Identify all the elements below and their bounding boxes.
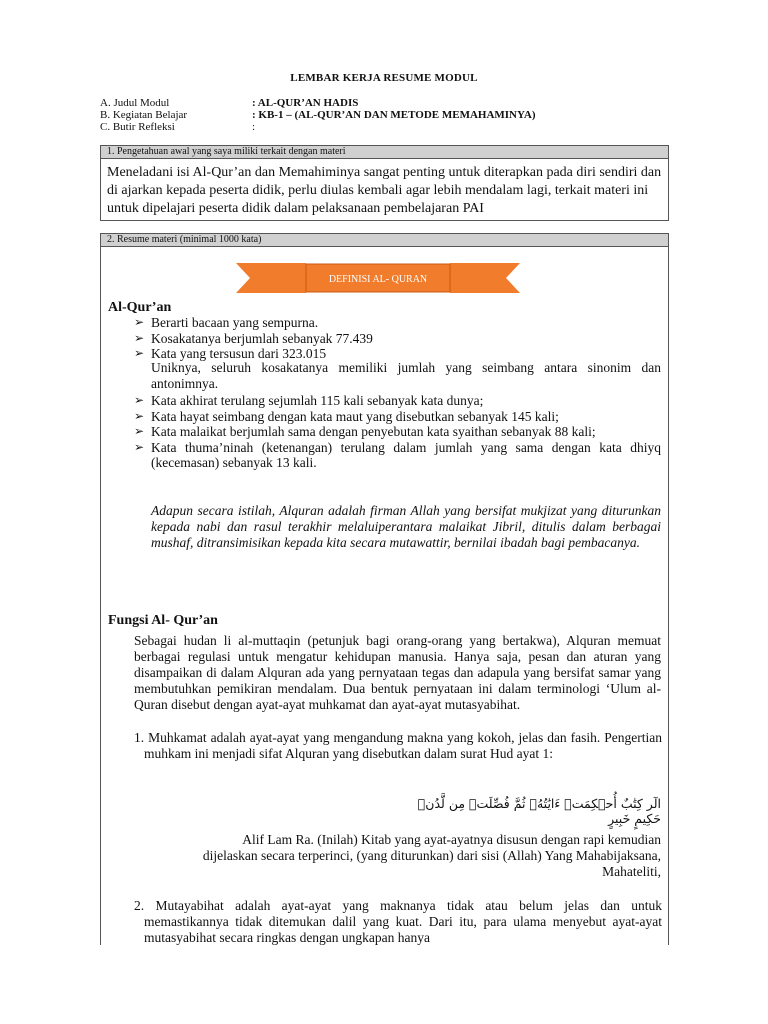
list-word-balance — [134, 393, 661, 471]
list-item — [134, 409, 661, 425]
arrow-bullet-icon: ➢ — [134, 315, 145, 329]
section-header: 1. Pengetahuan awal yang saya miliki terkait dengan materi — [101, 146, 668, 159]
section-header: 2. Resume materi (minimal 1000 kata) — [101, 234, 668, 247]
list-item-text: Kata yang tersusun dari 323.015 — [151, 346, 327, 361]
list-item-text: Kosakatanya berjumlah sebanyak 77.439 — [151, 330, 373, 346]
list-item-text: Berarti bacaan yang sempurna. — [151, 315, 319, 330]
definition-paragraph: Adapun secara istilah, Alquran adalah firman Allah yang bersifat mukjizat yang diturunkan kepada nabi dan rasul terakhir melaluiperantara malaikat Jibril, ditulis dalam berbagai mushaf, ditransimisikan kepada kita secara mutawattir, bernilai ibadah bagi pembacanya. — [151, 503, 661, 550]
meta-key: C. Butir Refleksi — [100, 121, 175, 133]
list-item-text: Kata thuma’ninah (ketenangan) terulang dalam jumlah yang sama dengan kata dhiyq (kecemasan) sebanyak 13 kali. — [151, 439, 661, 470]
meta-key: A. Judul Modul — [100, 97, 170, 109]
meta-key: B. Kegiatan Belajar — [100, 109, 188, 121]
verse-translation: Alif Lam Ra. (Inilah) Kitab yang ayat-ayatnya disusun dengan rapi kemudian dijelaskan secara terperinci, (yang diturunkan) dari sisi (Allah) Yang Mahabijaksana, Mahateliti, — [202, 832, 661, 879]
heading-fungsi-al-quran: Fungsi Al- Qur’an — [108, 613, 218, 628]
point-muhkamat: 1. Muhkamat adalah ayat-ayat yang mengandung makna yang kokoh, jelas dan fasih. Pengertian muhkam ini menjadi sifat Alquran yang disebutkan dalam surat Hud ayat 1: — [134, 730, 662, 761]
list-al-quran-facts — [134, 315, 661, 362]
list-item — [134, 331, 661, 347]
list-item-text: Kata malaikat berjumlah sama dengan penyebutan kata syaithan sebanyak 88 kali; — [151, 424, 596, 439]
list-item — [134, 440, 661, 471]
heading-al-quran: Al-Qur’an — [108, 300, 172, 315]
arrow-bullet-icon: ➢ — [134, 330, 145, 345]
list-item-text: Kata akhirat terulang sejumlah 115 kali sebanyak kata dunya; — [151, 393, 484, 408]
list-item — [134, 393, 661, 409]
banner-ribbon-right — [450, 263, 520, 293]
arrow-bullet-icon: ➢ — [134, 424, 145, 438]
arrow-bullet-icon: ➢ — [134, 346, 145, 360]
banner-definisi — [236, 263, 520, 293]
section-pengetahuan-awal — [100, 145, 669, 221]
arrow-bullet-icon: ➢ — [134, 408, 145, 423]
meta-value: : KB-1 – (AL-QUR’AN DAN METODE MEMAHAMINYA) — [252, 109, 536, 121]
meta-value: : AL-QUR’AN HADIS — [252, 97, 359, 109]
list-item — [134, 424, 661, 440]
fungsi-paragraph: Sebagai hudan li al-muttaqin (petunjuk bagi orang-orang yang bertakwa), Alquran memuat berbagai regulasi untuk mengatur kehidupan manusia. Hanya saja, pesan dan aturan yang disampaikan di dalam Alquran ada yang pernyataan tegas dan adapula yang bersifat samar yang membutuhkan pemikiran mendalam. Dua bentuk pernyataan ini dalam terminologi ‘Ulum al-Quran disebut dengan ayat-ayat muhkamat dan ayat-ayat mutasyabihat. — [134, 633, 661, 712]
arabic-verse: الٓر كِتَٰبٌ أُحۡكِمَتۡ ءَايَٰتُهُۥ ثُمَّ فُصِّلَتۡ مِن لَّدُنۡ حَكِيمٍ خَبِيرٍ — [417, 796, 661, 826]
point-mutasyabihat: 2. Mutayabihat adalah ayat-ayat yang maknanya tidak atau belum jelas dan untuk memastikannya tidak ditemukan dalil yang kuat. Dari itu, para ulama menyebut ayat-ayat mutasyabihat secara ringkas dengan ungkapan hanya — [134, 898, 662, 945]
document-title: LEMBAR KERJA RESUME MODUL — [290, 72, 478, 84]
note-uniknya: Uniknya, seluruh kosakatanya memiliki jumlah yang seimbang antara sinonim dan antonimnya. — [151, 360, 661, 391]
arrow-bullet-icon: ➢ — [134, 393, 145, 407]
banner-label: DEFINISI AL- QURAN — [328, 274, 428, 285]
list-item — [134, 315, 661, 331]
section-body-text: Meneladani isi Al-Qur’an dan Memahiminya sangat penting untuk diterapkan pada diri sendiri dan di ajarkan kepada peserta didik, perlu diulas kembali agar lebih mendalam lagi, terkait materi ini untuk dipelajari peserta didik dalam pelaksanaan pembelajaran PAI — [107, 165, 662, 216]
meta-value: : — [252, 121, 256, 133]
arrow-bullet-icon: ➢ — [134, 439, 145, 454]
list-item-text: Kata hayat seimbang dengan kata maut yang disebutkan sebanyak 145 kali; — [151, 408, 559, 424]
banner-ribbon-left — [236, 263, 306, 293]
